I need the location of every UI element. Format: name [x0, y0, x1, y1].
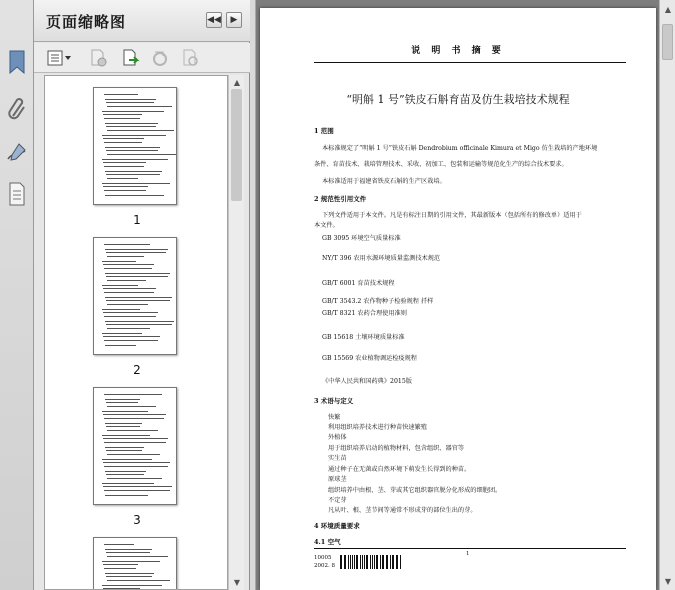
- thumbnail-text-line: [106, 474, 144, 475]
- barcode-bar: [350, 555, 351, 569]
- reference-item: GB/T 3543.2 农作物种子检验规程 扦样: [322, 298, 434, 305]
- document-page: [260, 8, 656, 590]
- thumbnail-text-line: [103, 264, 154, 265]
- thumbnail-text-line: [106, 252, 166, 253]
- thumbnail-text-line: [106, 552, 150, 553]
- thumbnail-text-line: [105, 171, 162, 172]
- barcode-bar: [352, 555, 353, 569]
- thumbnail-page-4[interactable]: [93, 537, 177, 590]
- collapse-panel-button[interactable]: [206, 12, 222, 28]
- paragraph-line: 条件、育苗技术、栽培管理技术、采收、初加工、包装和运输等规范化生产的综合技术要求。: [314, 161, 568, 168]
- barcode-bar: [400, 555, 401, 569]
- thumbnail-text-line: [104, 292, 154, 293]
- thumbnail-text-line: [104, 244, 150, 245]
- navigation-rail: [0, 0, 34, 590]
- thumbnail-text-line: [106, 402, 138, 403]
- barcode-bar: [376, 555, 378, 569]
- thumbnail-text-line: [106, 126, 156, 127]
- thumbnail-text-line: [102, 309, 140, 310]
- thumbnail-text-line: [102, 333, 142, 334]
- options-menu-icon: [46, 49, 74, 67]
- thumbnail-scroll-thumb[interactable]: [231, 89, 242, 201]
- barcode-bar: [380, 555, 381, 569]
- section-heading: 4 环境质量要求: [314, 522, 360, 530]
- paragraph-line: 本标准适用于福建省铁皮石斛的生产区栽培。: [322, 178, 446, 185]
- thumbnail-text-line: [105, 573, 154, 574]
- thumbnail-text-line: [105, 123, 158, 124]
- thumbnail-text-line: [107, 106, 172, 107]
- thumbnail-text-line: [102, 285, 138, 286]
- reference-item: GB/T 8321 农药合理使用准则: [322, 310, 407, 317]
- document-title: “明斛 1 号”铁皮石斛育苗及仿生栽培技术规程: [346, 93, 570, 106]
- thumbnail-text-line: [106, 174, 160, 175]
- reference-item: GB 3095 环境空气质量标准: [322, 235, 401, 242]
- thumbnail-text-line: [105, 495, 148, 496]
- term-item: 快繁: [328, 414, 341, 421]
- thumbnail-text-line: [105, 321, 174, 322]
- term-item: 凡从叶、根、茎节间等通常不形成芽的部位生出的芽。: [328, 507, 477, 514]
- thumbnail-text-line: [102, 459, 152, 460]
- thumbnail-text-line: [107, 454, 160, 455]
- thumbnail-text-line: [107, 178, 138, 179]
- thumbnail-text-line: [102, 135, 166, 136]
- thumbnail-text-line: [107, 280, 146, 281]
- thumbnail-text-line: [107, 328, 150, 329]
- thumbnail-text-line: [102, 111, 164, 112]
- footer-code: 10005: [314, 555, 332, 561]
- subsection-heading: 4.1 空气: [314, 538, 341, 546]
- document-scrollbar[interactable]: [659, 0, 675, 590]
- thumbnail-text-line: [107, 556, 168, 557]
- thumbnail-text-line: [102, 435, 150, 436]
- print-page-icon: [151, 48, 171, 68]
- thumbnail-text-line: [104, 466, 168, 467]
- thumbnail-text-line: [104, 568, 136, 569]
- barcode-bar: [364, 555, 365, 569]
- paragraph-line: 本标准规定了“明斛 1 号”铁皮石斛 Dendrobium officinale Kimura et Migo 仿生栽培的产地环境: [322, 145, 598, 152]
- thumbnail-text-line: [103, 414, 166, 415]
- thumbnail-text-line: [106, 450, 142, 451]
- thumbnail-text-line: [105, 447, 144, 448]
- section-heading: 3 术语与定义: [314, 397, 354, 405]
- barcode-bar: [360, 555, 361, 569]
- paragraph-line: 本文件。: [314, 222, 339, 229]
- term-item: 实生苗: [328, 455, 347, 462]
- thumbnail-text-line: [106, 324, 172, 325]
- thumbnail-text-line: [102, 585, 162, 586]
- barcode-bar: [356, 555, 358, 569]
- thumbnail-page-3[interactable]: [93, 387, 177, 505]
- reference-item: GB/T 6001 育苗技术规程: [322, 280, 395, 287]
- thumbnail-text-line: [104, 418, 164, 419]
- thumbnail-text-line: [106, 576, 152, 577]
- barcode-bar: [344, 555, 346, 569]
- thumbnail-text-line: [105, 147, 160, 148]
- barcode: [340, 555, 404, 571]
- thumbnail-text-line: [107, 154, 176, 155]
- thumbnail-text-line: [104, 442, 166, 443]
- thumbnail-list: [44, 75, 228, 590]
- thumbnail-text-line: [104, 190, 146, 191]
- term-item: 利用组织培养技术进行种苗快速繁殖: [328, 424, 427, 431]
- insert-page-button[interactable]: [120, 48, 142, 68]
- thumbnail-text-line: [107, 406, 156, 407]
- thumbnail-text-line: [103, 462, 170, 463]
- barcode-bar: [348, 555, 349, 569]
- thumbnail-label: 1: [133, 213, 141, 227]
- thumbnail-text-line: [102, 183, 170, 184]
- thumbnail-text-line: [104, 544, 134, 545]
- document-scroll-thumb[interactable]: [662, 24, 673, 60]
- thumbnail-text-line: [103, 312, 158, 313]
- thumbnail-text-line: [103, 564, 138, 565]
- page-number: 1: [466, 551, 470, 557]
- thumbnail-label: 3: [133, 513, 141, 527]
- thumbnail-text-line: [102, 261, 136, 262]
- document-view: [256, 0, 659, 590]
- barcode-bar: [366, 555, 368, 569]
- thumbnail-text-line: [104, 166, 144, 167]
- thumbnail-text-line: [102, 483, 154, 484]
- thumbnail-text-line: [105, 273, 170, 274]
- thumbnail-text-line: [103, 588, 140, 589]
- thumbnail-text-line: [106, 276, 168, 277]
- scroll-down-arrow-icon[interactable]: ▼: [664, 576, 672, 586]
- thumbnail-text-line: [104, 94, 138, 95]
- footer-date: 2002. 8: [314, 563, 335, 569]
- thumbnail-text-line: [103, 336, 160, 337]
- thumbnail-text-line: [105, 195, 164, 196]
- options-menu-button[interactable]: [46, 48, 74, 68]
- scroll-down-arrow-icon[interactable]: ▼: [233, 577, 241, 587]
- thumbnail-text-line: [105, 549, 152, 550]
- thumbnail-text-line: [104, 142, 142, 143]
- thumbnail-text-line: [103, 138, 144, 139]
- thumbnail-text-line: [103, 162, 146, 163]
- delete-page-icon: [89, 48, 109, 68]
- term-item: 用于组织培养启动的植物材料，包含组织、器官等: [328, 445, 465, 452]
- barcode-bar: [396, 555, 398, 569]
- reference-item: 《中华人民共和国药典》2015版: [322, 378, 412, 385]
- paperclip-icon[interactable]: [4, 94, 30, 122]
- thumbnail-page-1[interactable]: [93, 87, 177, 205]
- thumbnail-text-line: [105, 99, 156, 100]
- barcode-bar: [386, 555, 388, 569]
- thumbnail-text-line: [103, 486, 172, 487]
- barcode-bar: [354, 555, 355, 569]
- right-arrow-icon: ▶: [230, 15, 238, 25]
- barcode-bar: [382, 555, 384, 569]
- thumbnail-toolbar: [34, 43, 250, 73]
- thumbnail-text-line: [102, 411, 148, 412]
- thumbnail-text-line: [104, 340, 158, 341]
- page-icon[interactable]: [4, 180, 30, 208]
- thumbnail-text-line: [107, 256, 144, 257]
- scroll-up-arrow-icon[interactable]: ▲: [233, 77, 241, 87]
- thumbnail-text-line: [106, 300, 170, 301]
- double-left-arrow-icon: ◀◀: [207, 15, 221, 25]
- thumbnail-text-line: [103, 288, 156, 289]
- thumbnail-text-line: [107, 580, 170, 581]
- delete-page-button[interactable]: [88, 48, 110, 68]
- header-rule: [314, 62, 626, 63]
- thumbnail-text-line: [106, 426, 140, 427]
- reference-item: GB 15569 农业植物调运检疫规程: [322, 355, 417, 362]
- section-heading: 1 范围: [314, 127, 334, 135]
- thumbnail-text-line: [104, 490, 170, 491]
- barcode-bar: [390, 555, 391, 569]
- thumbnail-text-line: [106, 150, 158, 151]
- barcode-bar: [370, 555, 371, 569]
- thumbnail-text-line: [104, 316, 156, 317]
- term-item: 通过种子在无菌或自然环境下萌发生长得到的种苗。: [328, 466, 471, 473]
- barcode-bar: [372, 555, 373, 569]
- thumbnail-text-line: [104, 118, 140, 119]
- thumbnail-text-line: [107, 130, 174, 131]
- print-page-button[interactable]: [150, 48, 172, 68]
- section-heading: 2 规范性引用文件: [314, 195, 367, 203]
- term-item: 原球茎: [328, 476, 347, 483]
- thumbnail-text-line: [107, 304, 148, 305]
- thumbnail-text-line: [105, 399, 140, 400]
- barcode-bar: [392, 555, 394, 569]
- term-item: 外植体: [328, 434, 347, 441]
- paragraph-line: 下列文件适用于本文件。凡是有标注日期的引用文件，其最新版本（包括所有的修改单）适用于: [322, 212, 582, 219]
- panel-title: 页面缩略图: [46, 13, 127, 31]
- thumbnail-text-line: [107, 430, 158, 431]
- thumbnail-text-line: [104, 394, 162, 395]
- thumbnail-text-line: [103, 114, 142, 115]
- thumbnail-text-line: [103, 438, 168, 439]
- term-item: 组织培养中由根、茎、芽或其它组织器官脱分化形成的细胞团。: [328, 487, 502, 494]
- thumbnail-text-line: [105, 249, 168, 250]
- thumbnail-text-line: [102, 159, 168, 160]
- barcode-bar: [374, 555, 375, 569]
- barcode-bar: [362, 555, 363, 569]
- footer-rule: [314, 548, 626, 549]
- thumbnail-text-line: [105, 471, 146, 472]
- term-item: 不定芽: [328, 497, 347, 504]
- bookmark-icon[interactable]: [4, 48, 30, 76]
- extract-page-icon: [181, 48, 201, 68]
- thumbnail-text-line: [102, 561, 160, 562]
- thumbnail-text-line: [107, 478, 162, 479]
- thumbnail-text-line: [104, 268, 152, 269]
- thumbnail-text-line: [105, 297, 172, 298]
- panel-forward-button[interactable]: [226, 12, 242, 28]
- extract-page-button[interactable]: [180, 48, 202, 68]
- scroll-up-arrow-icon[interactable]: ▲: [664, 4, 672, 14]
- thumbnail-scrollbar[interactable]: [228, 75, 244, 590]
- thumbnail-text-line: [105, 345, 136, 346]
- thumbnail-text-line: [103, 186, 148, 187]
- panel-header: [34, 0, 250, 42]
- thumbnail-text-line: [106, 102, 154, 103]
- reference-item: GB 15618 土壤环境质量标准: [322, 334, 405, 341]
- barcode-bar: [340, 555, 342, 569]
- insert-page-icon: [121, 48, 141, 68]
- page-thumbnails-panel: [34, 0, 250, 590]
- signature-icon[interactable]: [4, 138, 30, 166]
- thumbnail-page-2[interactable]: [93, 237, 177, 355]
- thumbnail-label: 2: [133, 363, 141, 377]
- document-header: 说 明 书 摘 要: [411, 46, 505, 56]
- reference-item: NY/T 396 农用水源环境质量监测技术规范: [322, 255, 441, 262]
- thumbnail-text-line: [105, 423, 142, 424]
